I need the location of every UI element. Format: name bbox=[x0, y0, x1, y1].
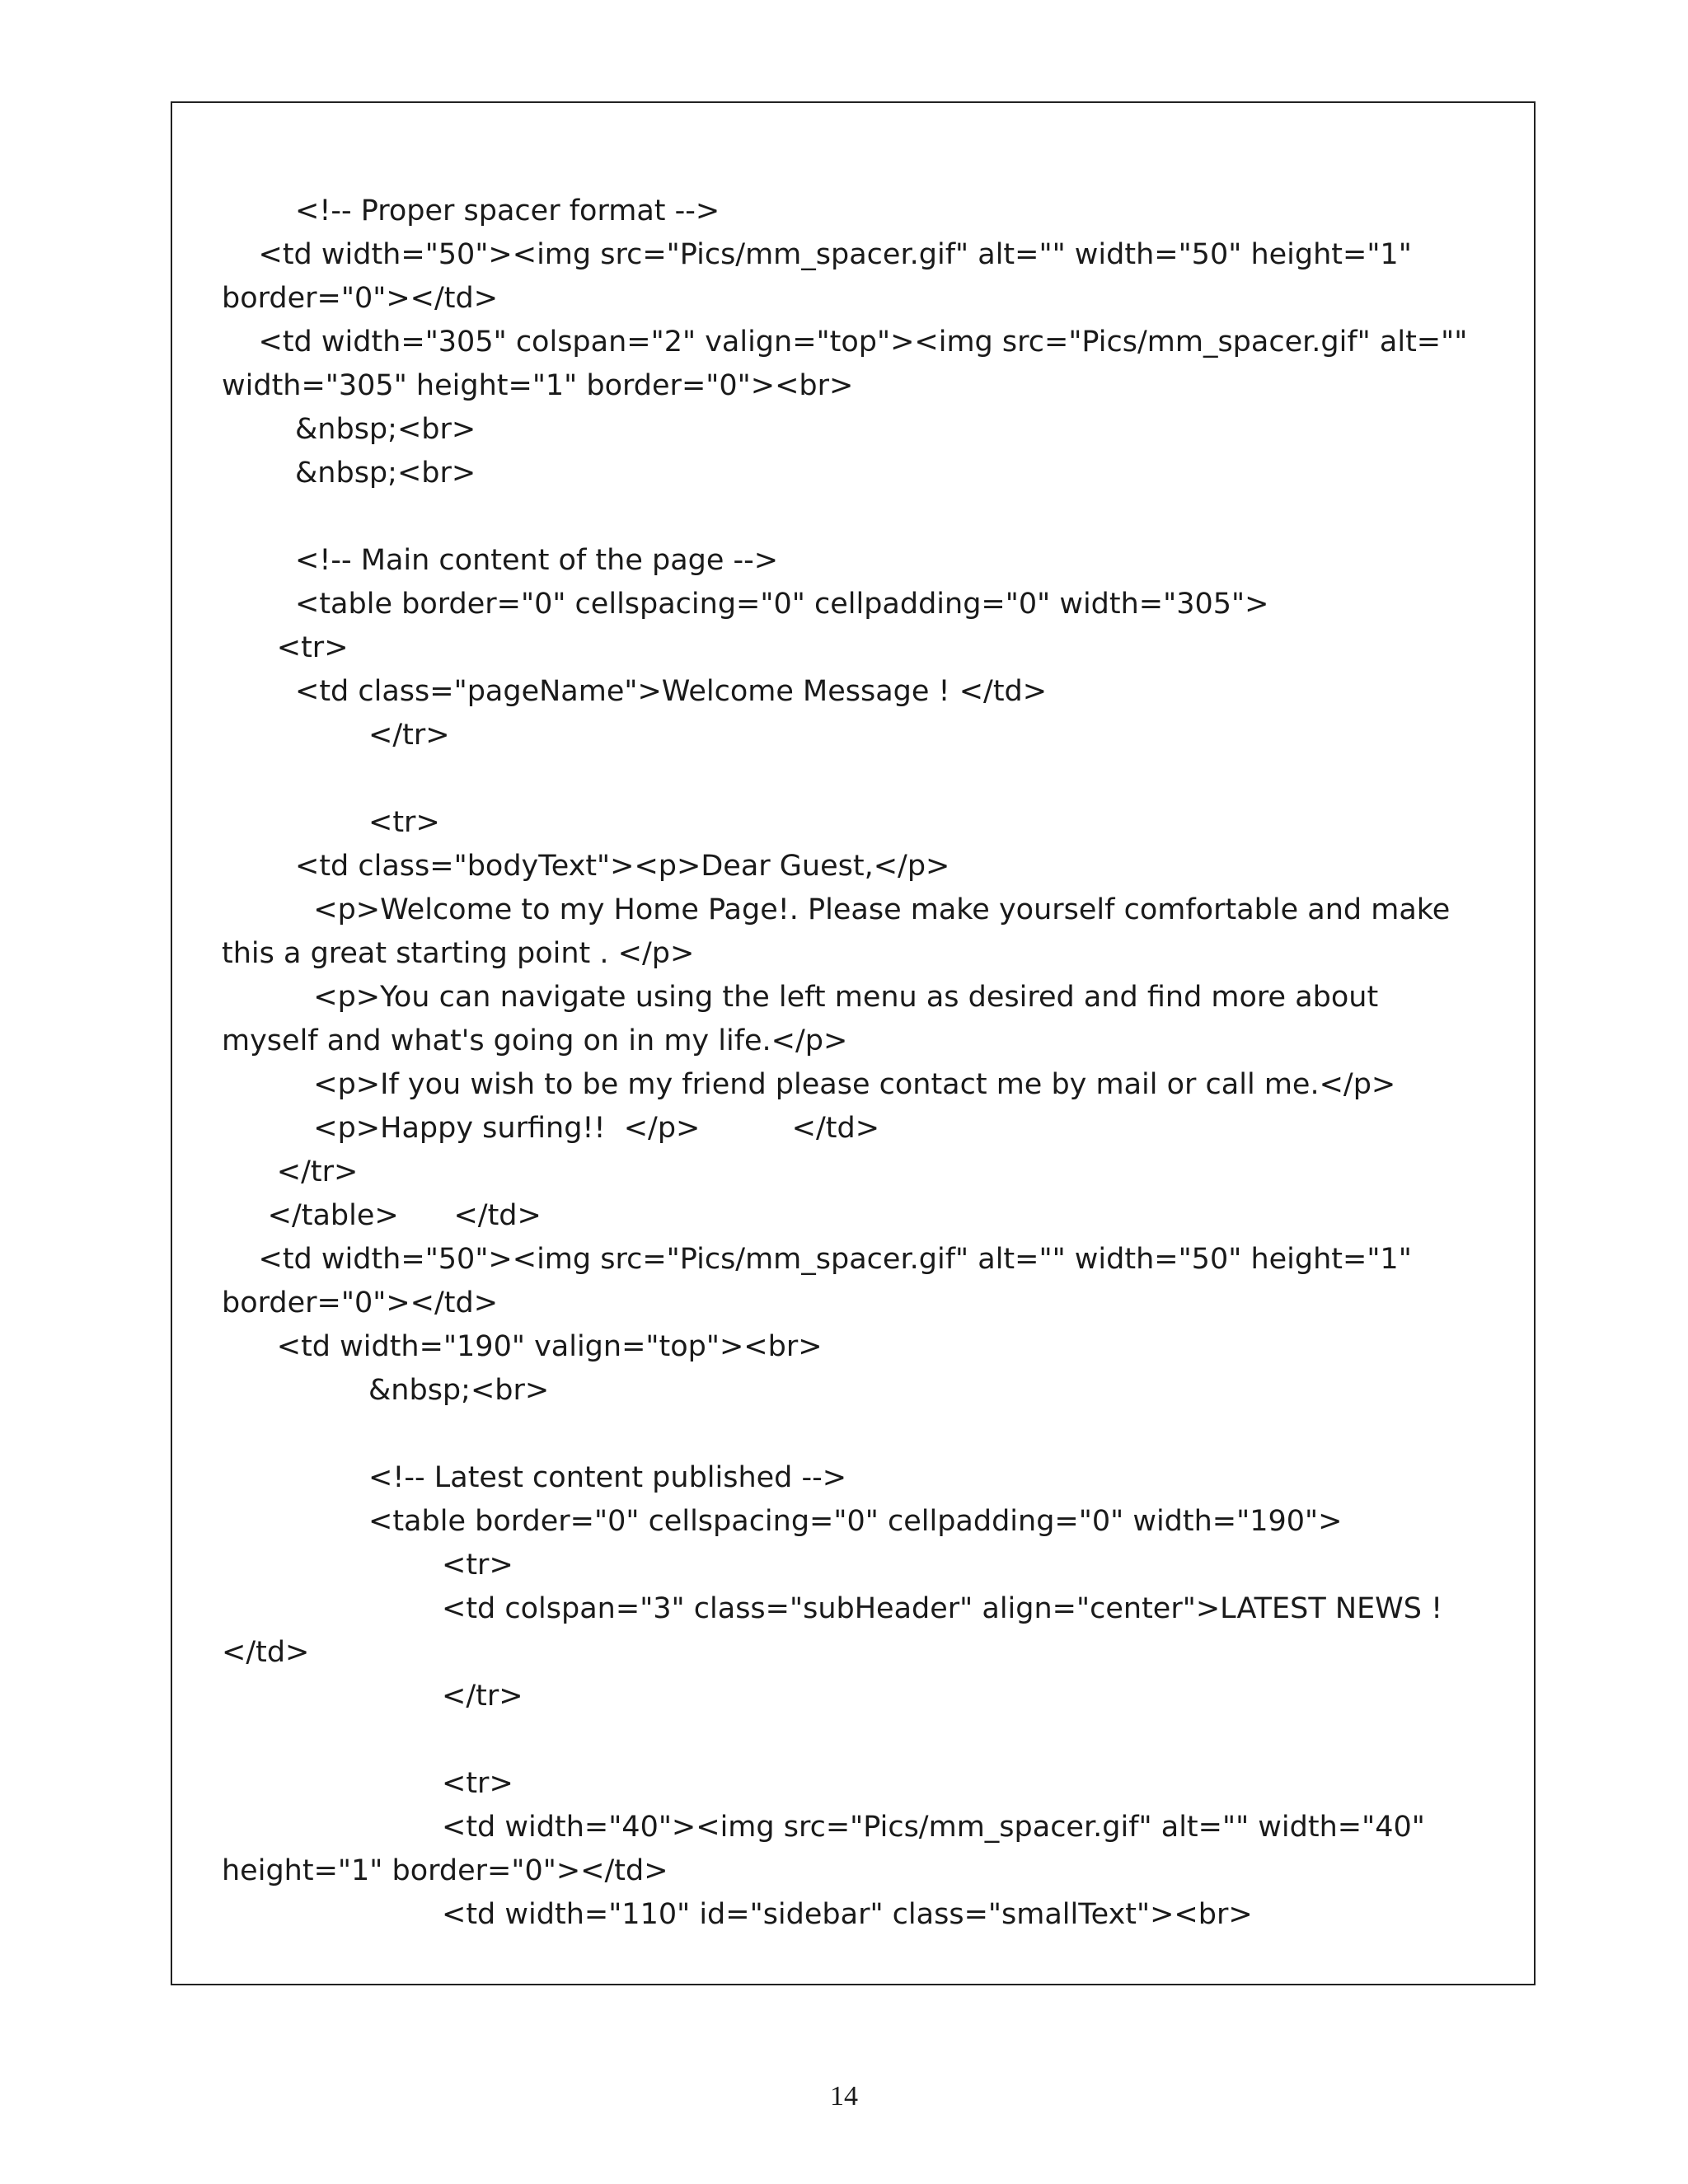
code-line: <td width="50"><img src="Pics/mm_spacer.gif" alt="" width="50" height="1" bbox=[222, 1243, 1412, 1276]
code-line: <p>Happy surfing!! </p> </td> bbox=[222, 1112, 880, 1145]
code-listing bbox=[222, 190, 1507, 1937]
code-line: <tr> bbox=[222, 1549, 513, 1582]
code-line: <td class="pageName">Welcome Message ! </td> bbox=[222, 675, 1048, 708]
code-line: <tr> bbox=[222, 1767, 513, 1800]
code-listing-frame bbox=[171, 101, 1536, 1985]
code-line: &nbsp;<br> bbox=[222, 413, 476, 446]
code-line: border="0"></td> bbox=[222, 1286, 499, 1319]
page-number: 14 bbox=[830, 2081, 858, 2111]
code-line: &nbsp;<br> bbox=[222, 1374, 550, 1407]
code-line: <td width="50"><img src="Pics/mm_spacer.gif" alt="" width="50" height="1" bbox=[222, 238, 1412, 271]
code-line: <!-- Latest content published --> bbox=[222, 1461, 847, 1494]
code-line: width="305" height="1" border="0"><br> bbox=[222, 369, 854, 402]
code-line: </tr> bbox=[222, 719, 450, 752]
code-line bbox=[222, 757, 1507, 801]
code-line: </tr> bbox=[222, 1680, 523, 1713]
code-line: </td> bbox=[222, 1636, 310, 1669]
code-line: <!-- Proper spacer format --> bbox=[222, 194, 720, 227]
code-line: this a great starting point . </p> bbox=[222, 937, 695, 970]
code-line: <table border="0" cellspacing="0" cellpadding="0" width="305"> bbox=[222, 588, 1269, 621]
code-line: </table> </td> bbox=[222, 1199, 542, 1232]
code-line bbox=[222, 495, 1507, 539]
code-line: <!-- Main content of the page --> bbox=[222, 544, 779, 577]
code-line: <td width="190" valign="top"><br> bbox=[222, 1330, 823, 1363]
code-line: <p>You can navigate using the left menu as desired and find more about bbox=[222, 981, 1379, 1014]
code-line: <p>Welcome to my Home Page!. Please make yourself comfortable and make bbox=[222, 893, 1451, 926]
code-line: border="0"></td> bbox=[222, 282, 499, 315]
code-line: <td width="110" id="sidebar" class="smallText"><br> bbox=[222, 1898, 1253, 1931]
code-line: <td width="305" colspan="2" valign="top"><img src="Pics/mm_spacer.gif" alt="" bbox=[222, 326, 1468, 359]
code-line: <tr> bbox=[222, 806, 440, 839]
code-line bbox=[222, 1413, 1507, 1456]
code-line: </tr> bbox=[222, 1155, 359, 1188]
code-line: &nbsp;<br> bbox=[222, 457, 476, 490]
code-line: <table border="0" cellspacing="0" cellpadding="0" width="190"> bbox=[222, 1505, 1343, 1538]
code-line: <td width="40"><img src="Pics/mm_spacer.gif" alt="" width="40" bbox=[222, 1811, 1425, 1844]
code-line: <td colspan="3" class="subHeader" align="center">LATEST NEWS ! bbox=[222, 1592, 1443, 1625]
code-line: height="1" border="0"></td> bbox=[222, 1854, 668, 1887]
code-line: <td class="bodyText"><p>Dear Guest,</p> bbox=[222, 850, 950, 883]
code-line: <tr> bbox=[222, 631, 349, 664]
code-line: myself and what's going on in my life.</p> bbox=[222, 1024, 848, 1057]
code-line bbox=[222, 1718, 1507, 1762]
code-line: <p>If you wish to be my friend please contact me by mail or call me.</p> bbox=[222, 1068, 1396, 1101]
